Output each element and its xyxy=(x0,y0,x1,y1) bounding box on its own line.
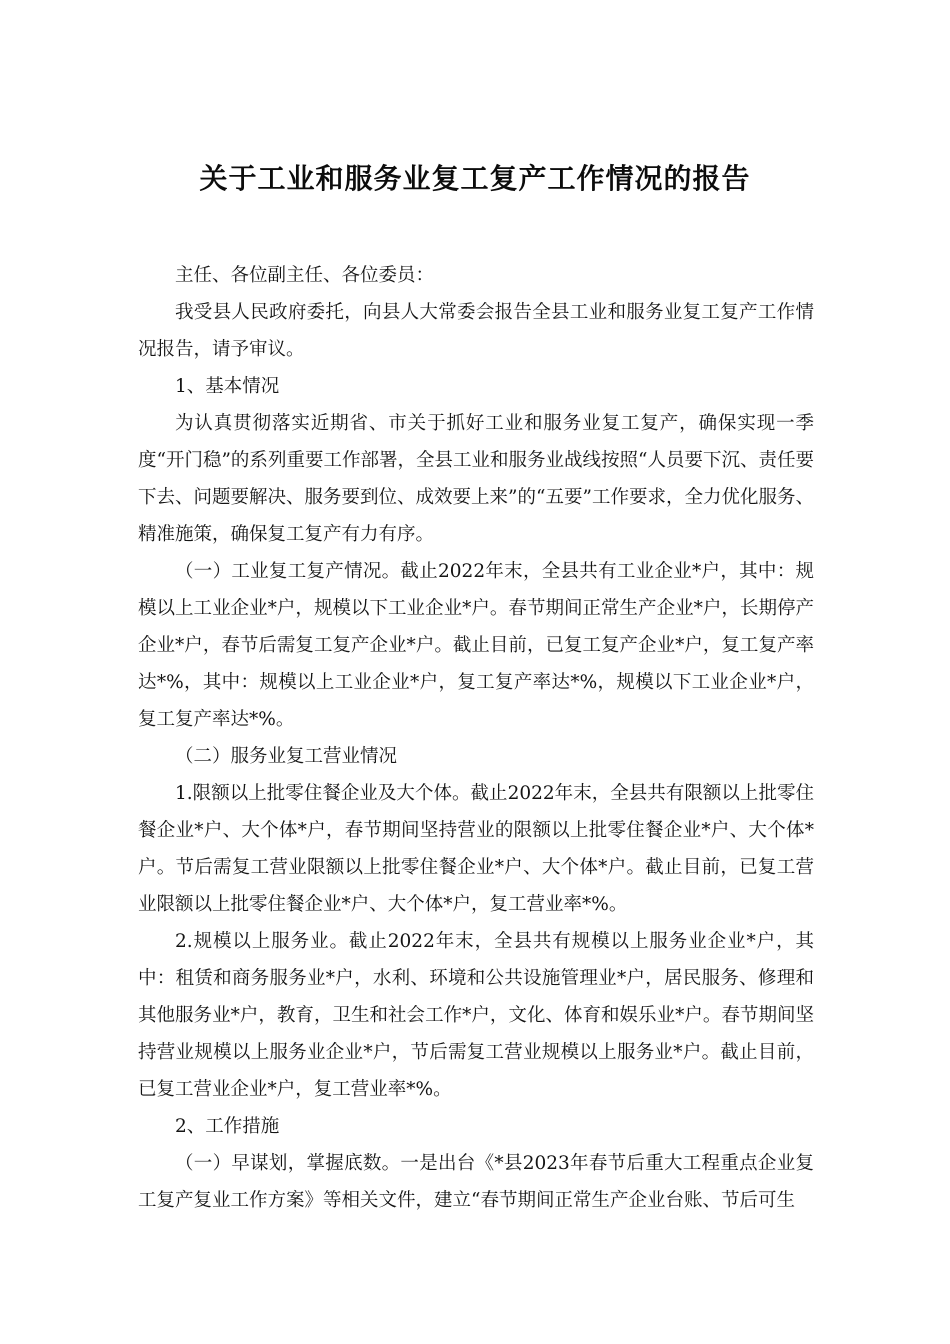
retail-catering-paragraph: 1.限额以上批零住餐企业及大个体。截止2022年末，全县共有限额以上批零住餐企业*户、大个体*户，春节期间坚持营业的限额以上批零住餐企业*户、大个体*户。节后需复工营业限额以上批零住餐企业*户、大个体*户。截止目前，已复工营业限额以上批零住餐企业*户、大个体*户，复工营业率*%。 xyxy=(138,783,814,915)
industry-resumption-paragraph: （一）工业复工复产情况。截止2022年末，全县共有工业企业*户，其中：规模以上工业企业*户，规模以下工业企业*户。春节期间正常生产企业*户，长期停产企业*户，春节后需复工复产企业*户。截止目前，已复工复产企业*户，复工复产率达*%，其中：规模以上工业企业*户，复工复产率达*%，规模以下工业企业*户，复工复产率达*%。 xyxy=(138,561,814,730)
service-industry-paragraph: 2.规模以上服务业。截止2022年末，全县共有规模以上服务业企业*户，其中：租赁和商务服务业*户，水利、环境和公共设施管理业*户，居民服务、修理和其他服务业*户，教育，卫生和社会工作*户，文化、体育和娱乐业*户。春节期间坚持营业规模以上服务业企业*户，节后需复工营业规模以上服务业*户。截止目前，已复工营业企业*户，复工营业率*%。 xyxy=(138,931,814,1100)
section-heading-measures: 2、工作措施 xyxy=(175,1116,280,1137)
subheading-service-industry: （二）服务业复工营业情况 xyxy=(175,746,398,767)
section-heading-basic-situation: 1、基本情况 xyxy=(175,376,280,397)
overview-paragraph: 为认真贯彻落实近期省、市关于抓好工业和服务业复工复产，确保实现一季度“开门稳”的系列重要工作部署，全县工业和服务业战线按照“人员要下沉、责任要下去、问题要解决、服务要到位、成效要上来”的“五要”工作要求，全力优化服务、精准施策，确保复工复产有力有序。 xyxy=(138,413,814,545)
document-body xyxy=(138,257,814,1219)
salutation-paragraph: 主任、各位副主任、各位委员： xyxy=(175,265,435,286)
intro-paragraph: 我受县人民政府委托，向县人大常委会报告全县工业和服务业复工复产工作情况报告，请予审议。 xyxy=(138,302,814,360)
early-planning-paragraph: （一）早谋划，掌握底数。一是出台《*县2023年春节后重大工程重点企业复工复产复业工作方案》等相关文件，建立“春节期间正常生产企业台账、节后可生 xyxy=(138,1153,814,1211)
document-title: 关于工业和服务业复工复产工作情况的报告 xyxy=(199,161,751,195)
